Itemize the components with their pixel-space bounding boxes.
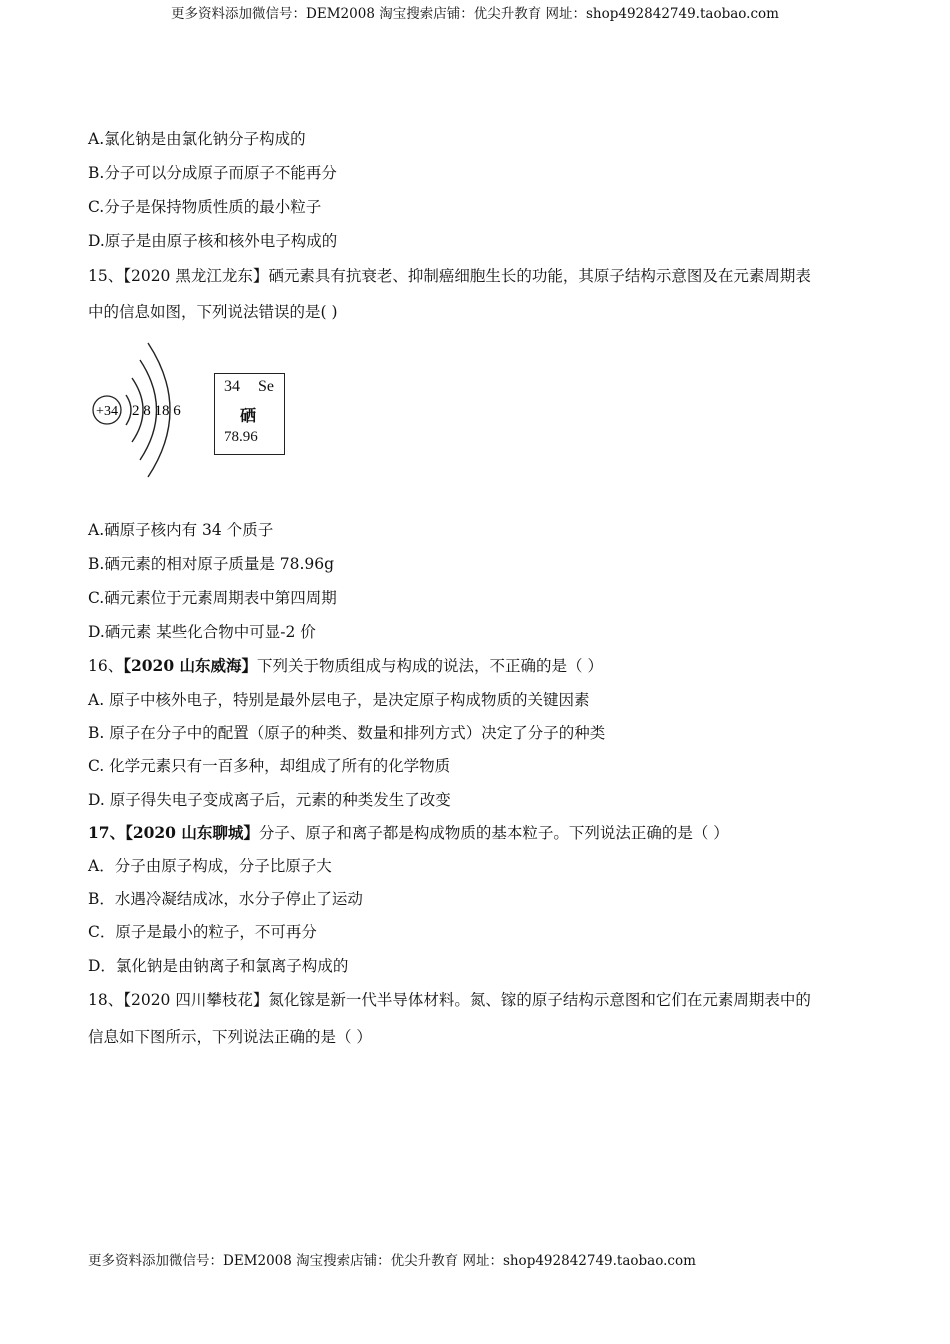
q15-stem-line2: 中的信息如图，下列说法错误的是( ) xyxy=(88,303,338,321)
q16-option-d: D. 原子得失电子变成离子后，元素的种类发生了改变 xyxy=(88,791,451,809)
element-name: 硒 xyxy=(240,408,257,425)
shell-electron-counts: 2 8 18 6 xyxy=(132,403,181,419)
q16-option-a: A. 原子中核外电子，特别是最外层电子，是决定原子构成物质的关键因素 xyxy=(88,691,590,709)
q15-option-d: D.硒元素 某些化合物中可显-2 价 xyxy=(88,623,316,641)
q17-question: 分子、原子和离子都是构成物质的基本粒子。下列说法正确的是（ ） xyxy=(258,824,729,842)
q18-stem-line1: 18、【2020 四川攀枝花】氮化镓是新一代半导体材料。氮、镓的原子结构示意图和它们在元素周期表中的 xyxy=(88,991,811,1009)
q16-option-b: B. 原子在分子中的配置（原子的种类、数量和排列方式）决定了分子的种类 xyxy=(88,724,606,742)
q17-option-d: D．氯化钠是由钠离子和氯离子构成的 xyxy=(88,957,349,975)
page-header: 更多资料添加微信号：DEM2008 淘宝搜索店铺：优尖升教育 网址：shop492842749.taobao.com xyxy=(171,6,779,22)
q16-stem xyxy=(88,654,603,676)
atomic-mass: 78.96 xyxy=(224,429,258,445)
q17-number: 17、 xyxy=(88,823,126,842)
q15-option-b: B.硒元素的相对原子质量是 78.96g xyxy=(88,555,335,573)
q14-option-a: A.氯化钠是由氯化钠分子构成的 xyxy=(88,130,306,148)
q16-question: 下列关于物质组成与构成的说法，不正确的是（ ） xyxy=(257,657,603,675)
q16-number: 16、 xyxy=(88,657,124,675)
atomic-number: 34 xyxy=(224,378,240,395)
periodic-table-cell-selenium xyxy=(214,373,285,455)
q15-option-c: C.硒元素位于元素周期表中第四周期 xyxy=(88,589,337,607)
q17-option-a: A．分子由原子构成，分子比原子大 xyxy=(88,857,332,875)
q18-stem-line2: 信息如下图所示，下列说法正确的是（ ） xyxy=(88,1028,372,1046)
q14-option-d: D.原子是由原子核和核外电子构成的 xyxy=(88,232,338,250)
q15-option-a: A.硒原子核内有 34 个质子 xyxy=(88,521,274,539)
q15-stem-line1: 15、【2020 黑龙江龙东】硒元素具有抗衰老、抑制癌细胞生长的功能，其原子结构示意图及在元素周期表 xyxy=(88,267,811,285)
q17-source: 【2020 山东聊城】 xyxy=(125,823,259,842)
q16-source: 【2020 山东威海】 xyxy=(123,656,258,675)
q14-option-c: C.分子是保持物质性质的最小粒子 xyxy=(88,198,322,216)
q14-option-b: B.分子可以分成原子而原子不能再分 xyxy=(88,164,337,182)
q16-option-c: C. 化学元素只有一百多种，却组成了所有的化学物质 xyxy=(88,757,451,775)
q17-option-b: B．水遇冷凝结成冰，水分子停止了运动 xyxy=(88,890,363,908)
q17-stem xyxy=(88,821,729,843)
nucleus-charge: +34 xyxy=(96,404,118,419)
q17-option-c: C．原子是最小的粒子，不可再分 xyxy=(88,923,317,941)
element-symbol: Se xyxy=(258,378,274,395)
page-footer: 更多资料添加微信号：DEM2008 淘宝搜索店铺：优尖升教育 网址：shop492842749.taobao.com xyxy=(88,1253,696,1269)
